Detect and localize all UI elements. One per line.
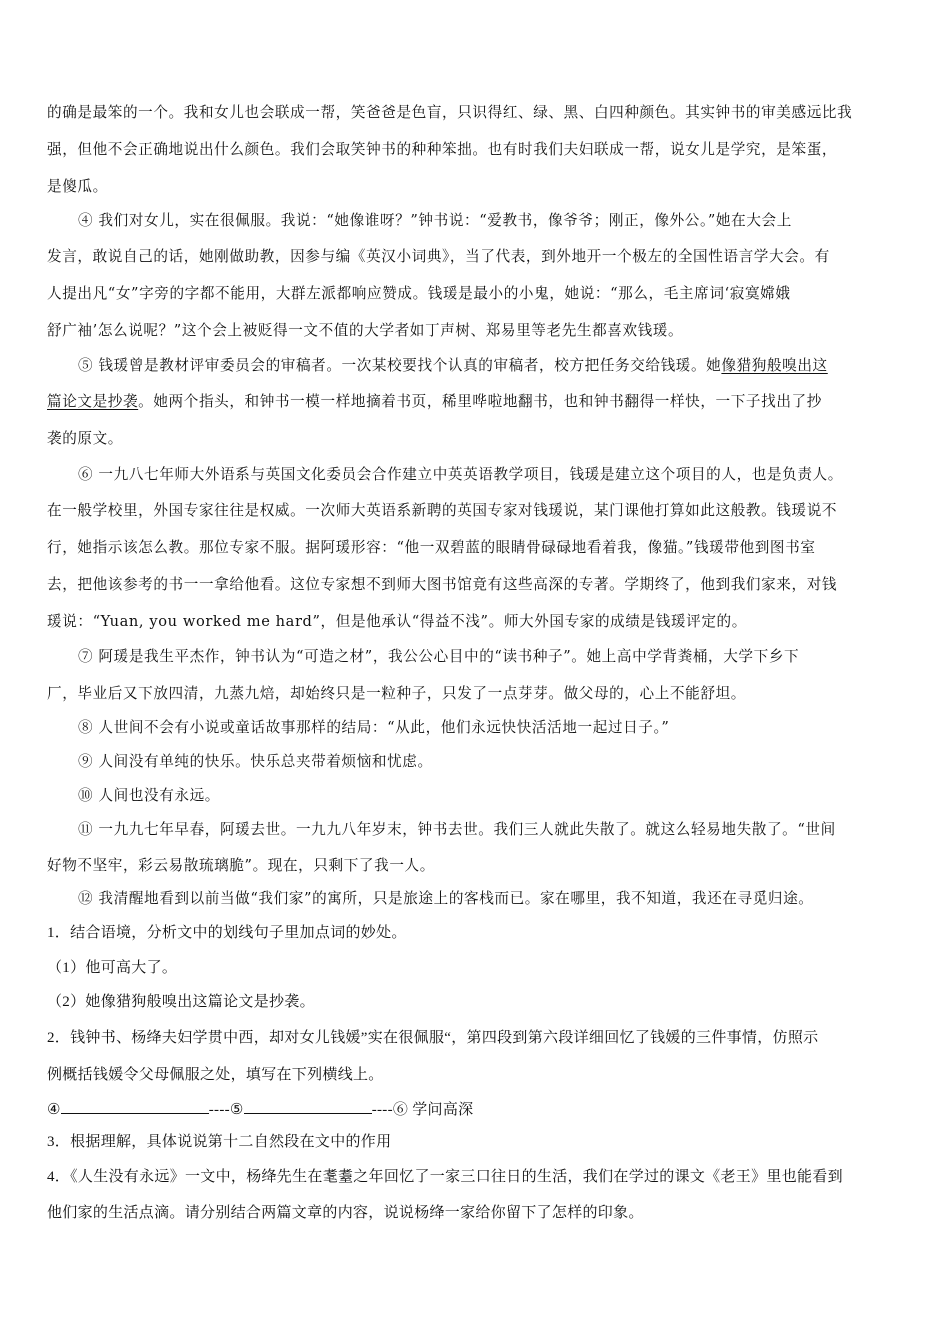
paragraph-6-line-1: ⑥ 一九八七年师大外语系与英国文化委员会合作建立中英英语教学项目，钱瑗是建立这个项目的人，也是负责人。 — [78, 466, 843, 483]
paragraph-6-line-2: 在一般学校里，外国专家往往是权威。一次师大英语系新聘的英国专家对钱瑗说，某门课他打算如此这般教。钱瑗说不 — [47, 502, 838, 519]
paragraph-11-line-2: 好物不坚牢，彩云易散琉璃脆”。现在，只剩下了我一人。 — [47, 857, 435, 874]
question-2-blanks — [47, 1098, 473, 1120]
paragraph-6-line-5: 瑗说：“Yuan, you worked me hard”，但是他承认“得益不浅”。师大外国专家的成绩是钱瑗评定的。 — [47, 613, 747, 630]
question-2-line-1: 2．钱钟书、杨绛夫妇学贯中西，却对女儿钱媛”实在很佩服“，第四段到第六段详细回忆了钱媛的三件事情，仿照示 — [47, 1030, 819, 1046]
paragraph-3-line-2: 强，但他不会正确地说出什么颜色。我们会取笑钟书的种种笨拙。也有时我们夫妇联成一帮，说女儿是学究，是笨蛋， — [47, 141, 838, 158]
separator-6-example: ----⑥ 学问高深 — [371, 1102, 474, 1118]
underlined-sentence-part-1: 像猎狗般嗅出这 — [721, 357, 828, 374]
paragraph-3-line-3: 是傻瓜。 — [47, 178, 108, 195]
question-1-sub-1: （1）他可高大了。 — [47, 960, 178, 976]
question-4-line-1: 4．《人生没有永远》一文中，杨绛先生在耄耋之年回忆了一家三口往日的生活，我们在学过的课文《老王》里也能看到 — [47, 1169, 843, 1185]
question-1-sub-2: （2）她像猎狗般嗅出这篇论文是抄袭。 — [47, 994, 315, 1010]
paragraph-4-line-1: ④ 我们对女儿，实在很佩服。我说：“她像谁呀？”钟书说：“爱教书，像爷爷；刚正，像外公。”她在大会上 — [78, 212, 792, 229]
paragraph-5-line-1 — [78, 356, 828, 376]
mark-4: ④ — [47, 1102, 61, 1118]
paragraph-8: ⑧ 人世间不会有小说或童话故事那样的结局：“从此，他们永远快快活活地一起过日子。” — [78, 719, 670, 736]
paragraph-5-text: ⑤ 钱瑗曾是教材评审委员会的审稿者。一次某校要找个认真的审稿者，校方把任务交给钱瑗。她 — [78, 357, 722, 374]
paragraph-12: ⑫ 我清醒地看到以前当做“我们家”的寓所，只是旅途上的客栈而已。家在哪里，我不知道，我还在寻觅归途。 — [78, 890, 814, 907]
answer-blank-5[interactable] — [244, 1098, 372, 1114]
paragraph-9: ⑨ 人间没有单纯的快乐。快乐总夹带着烦恼和忧虑。 — [78, 753, 433, 770]
underlined-sentence-part-2: 篇论文是抄袭 — [47, 393, 139, 410]
answer-blank-4[interactable] — [61, 1098, 209, 1114]
paragraph-4-line-4: 舒广袖’怎么说呢？”这个会上被贬得一文不值的大学者如丁声树、郑易里等老先生都喜欢钱瑗。 — [47, 322, 684, 339]
paragraph-11-line-1: ⑪ 一九九七年早春，阿瑗去世。一九九八年岁末，钟书去世。我们三人就此失散了。就这么轻易地失散了。“世间 — [78, 821, 836, 838]
paragraph-4-line-3: 人提出凡“女”字旁的字都不能用，大群左派都响应赞成。钱瑗是最小的小鬼，她说：“那么，毛主席词‘寂寞嫦娥 — [47, 285, 791, 302]
question-3: 3．根据理解，具体说说第十二自然段在文中的作用 — [47, 1134, 392, 1150]
paragraph-5-line-3: 袭的原文。 — [47, 430, 123, 447]
paragraph-4-line-2: 发言，敢说自己的话，她刚做助教，因参与编《英汉小词典》，当了代表，到外地开一个极左的全国性语言学大会。有 — [47, 248, 830, 265]
paragraph-5-line-2 — [47, 392, 822, 412]
separator-5: ----⑤ — [208, 1102, 244, 1118]
paragraph-7-line-1: ⑦ 阿瑗是我生平杰作，钟书认为“可造之材”，我公公心目中的“读书种子”。她上高中学背粪桶，大学下乡下 — [78, 648, 800, 665]
paragraph-5-text: 。她两个指头，和钟书一模一样地摘着书页，稀里哗啦地翻书，也和钟书翻得一样快，一下子找出了抄 — [138, 393, 822, 410]
paragraph-6-line-4: 去，把他该参考的书一一拿给他看。这位专家想不到师大图书馆竟有这些高深的专著。学期终了，他到我们家来，对钱 — [47, 576, 838, 593]
question-1-stem: 1．结合语境，分析文中的划线句子里加点词的妙处。 — [47, 925, 407, 941]
paragraph-10: ⑩ 人间也没有永远。 — [78, 787, 220, 804]
paragraph-7-line-2: 厂，毕业后又下放四清，九蒸九焙，却始终只是一粒种子，只发了一点芽芽。做父母的，心上不能舒坦。 — [47, 685, 746, 702]
paragraph-3-line-1: 的确是最笨的一个。我和女儿也会联成一帮，笑爸爸是色盲，只识得红、绿、黑、白四种颜色。其实钟书的审美感远比我 — [47, 104, 853, 121]
question-4-line-2: 他们家的生活点滴。请分别结合两篇文章的内容，说说杨绛一家给你留下了怎样的印象。 — [47, 1205, 644, 1221]
paragraph-6-line-3: 行，她指示该怎么教。那位专家不服。据阿瑗形容：“他一双碧蓝的眼睛骨碌碌地看着我，像猫。”钱瑗带他到图书室 — [47, 539, 816, 556]
question-2-line-2: 例概括钱媛令父母佩服之处，填写在下列横线上。 — [47, 1067, 384, 1083]
